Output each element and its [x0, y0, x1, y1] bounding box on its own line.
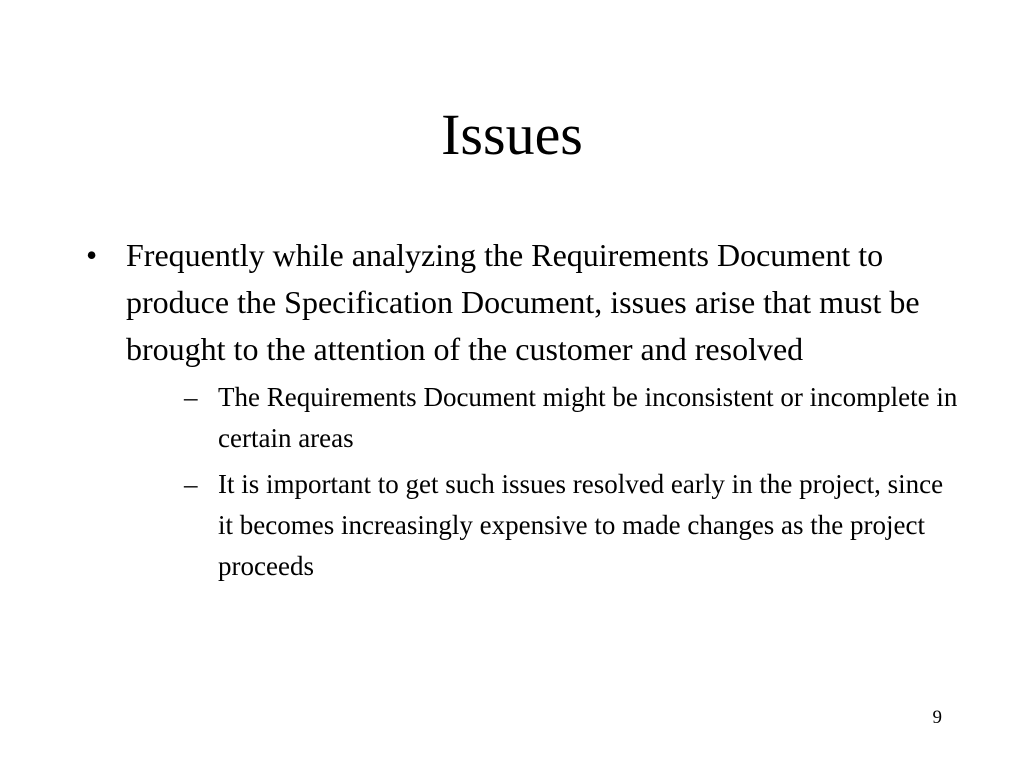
slide-title: Issues	[441, 102, 583, 167]
sub-bullet-text: The Requirements Document might be inconsistent or incomplete in certain areas	[218, 382, 958, 453]
sub-bullet-item	[172, 464, 960, 587]
bullet-item	[80, 232, 960, 587]
page-number: 9	[932, 707, 942, 728]
sub-bullet-text: It is important to get such issues resolved early in the project, since it becomes increasingly expensive to made changes as the project proceeds	[218, 469, 944, 581]
bullet-marker-icon: •	[86, 237, 98, 273]
sub-bullet-item	[172, 377, 960, 459]
dash-marker-icon: –	[184, 469, 198, 499]
dash-marker-icon: –	[184, 382, 198, 412]
bullet-list	[80, 232, 960, 592]
bullet-text: Frequently while analyzing the Requirements Document to produce the Specification Document, issues arise that must be brought to the attention of the customer and resolved	[126, 237, 920, 367]
sub-bullet-list	[126, 377, 960, 587]
